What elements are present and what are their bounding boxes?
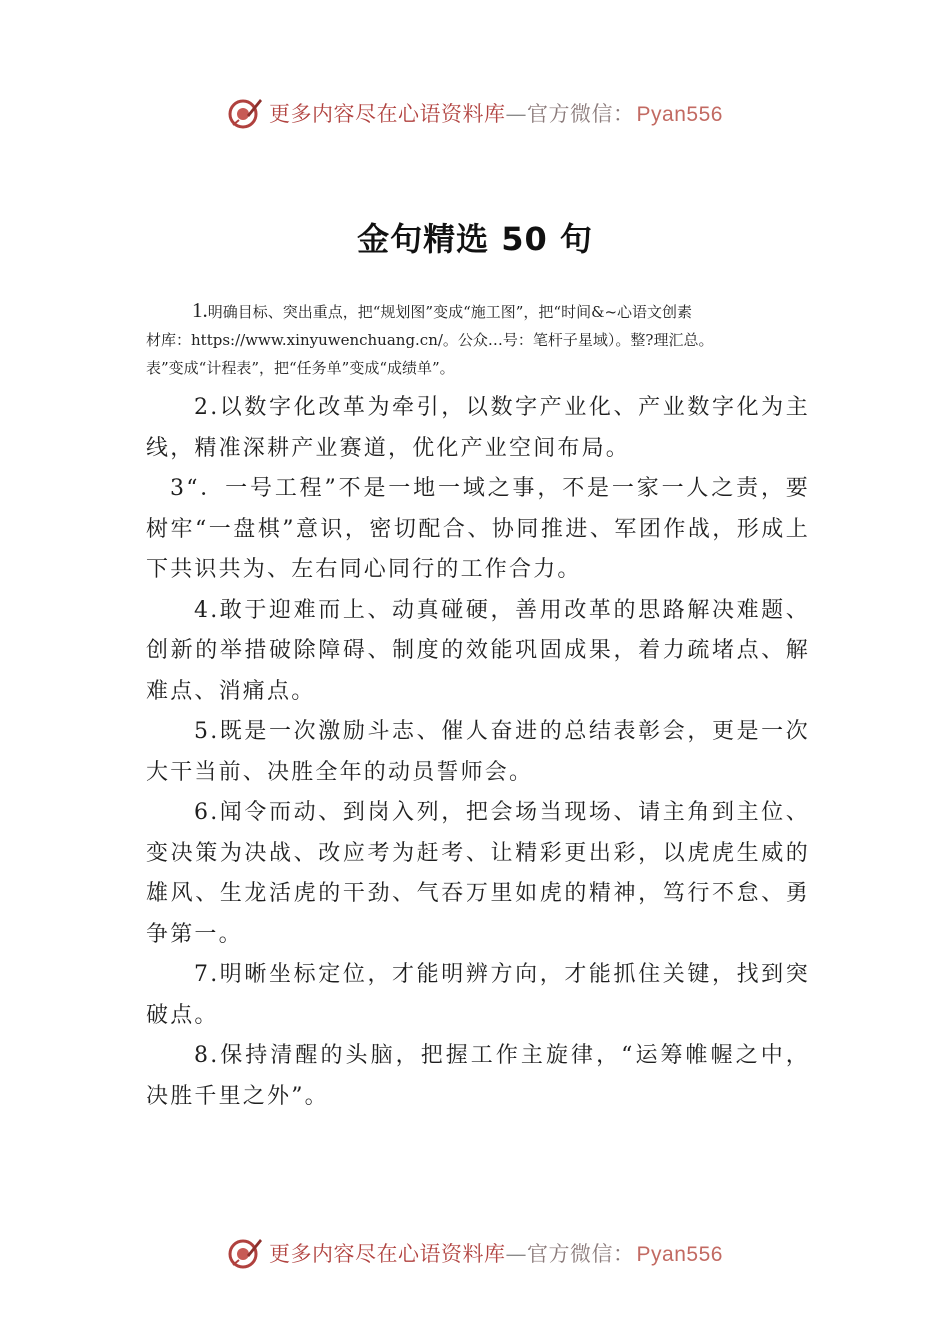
banner-wechat-id: Pyan556 <box>636 1243 723 1266</box>
header-banner <box>0 93 950 133</box>
item-1-line-1 <box>146 296 810 326</box>
banner-dash: — <box>505 1242 528 1266</box>
paragraph-6: 6.闻令而动、到岗入列，把会场当现场、请主角到主位、变决策为决战、改应考为赶考、让精彩更出彩，以虎虎生威的雄风、生龙活虎的干劲、气吞万里如虎的精神，笃行不怠、勇争第一。 <box>146 800 810 947</box>
banner-title: 更多内容尽在心语资料库 <box>269 1242 506 1266</box>
paragraph-3: 3“．一号工程”不是一地一域之事，不是一家一人之责，要树牢“一盘棋”意识，密切配合、协同推进、军团作战，形成上下共识共为、左右同心同行的工作合力。 <box>146 476 810 582</box>
banner-wechat-label: 官方微信： <box>527 1242 635 1266</box>
quill-logo-icon <box>227 95 263 131</box>
banner-text <box>269 1238 723 1268</box>
paragraph-5: 5.既是一次激励斗志、催人奋进的总结表彰会，更是一次大干当前、决胜全年的动员誓师会。 <box>146 719 810 785</box>
paragraph-4: 4.敢于迎难而上、动真碰硬，善用改革的思路解决难题、创新的举措破除障碍、制度的效能巩固成果，着力疏堵点、解难点、消痛点。 <box>146 597 810 704</box>
paragraph-2: 2.以数字化改革为牵引，以数字产业化、产业数字化为主线，精准深耕产业赛道，优化产业空间布局。 <box>146 395 810 461</box>
paragraph-7: 7.明晰坐标定位，才能明辨方向，才能抓住关键，找到突破点。 <box>146 962 810 1028</box>
item-1-line-3: 表”变成“计程表”，把“任务单”变成“成绩单”。 <box>146 359 455 377</box>
banner-text <box>269 98 723 128</box>
footer-banner <box>0 1233 950 1273</box>
paragraph-8: 8.保持清醒的头脑，把握工作主旋律，“运筹帷幄之中，决胜千里之外”。 <box>146 1043 810 1109</box>
quill-logo-icon <box>227 1235 263 1271</box>
item-1-line-2: 材库：https://www.xinyuwenchuang.cn/。公众…号：笔杆子星域）。整?理汇总。 <box>146 331 714 349</box>
banner-dash: — <box>505 102 528 126</box>
banner-wechat-id: Pyan556 <box>636 103 723 126</box>
banner-wechat-label: 官方微信： <box>527 102 635 126</box>
banner-title: 更多内容尽在心语资料库 <box>269 102 506 126</box>
item-1-text-1: 明确目标、突出重点，把“规划图”变成“施工图”，把“时间&~心语文创素 <box>207 303 693 321</box>
document-title: 金句精选 50 句 <box>357 220 593 258</box>
item-1-number: 1. <box>192 298 208 322</box>
document-body <box>146 296 810 1117</box>
